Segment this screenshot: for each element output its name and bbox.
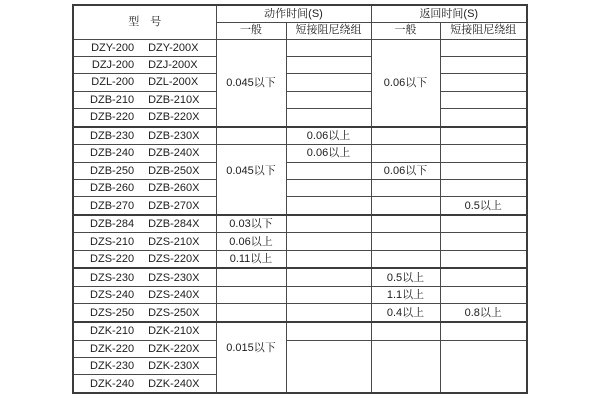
value-cell-return_general [371,197,440,215]
model-label: DZB-260X [148,182,200,195]
value-cell-return_shorted_damping [440,162,527,179]
table-body [73,39,527,393]
value-cell-return_general: 1.1以上 [371,287,440,304]
value-cell-action_shorted_damping [286,268,371,286]
value-cell-action_shorted_damping: 0.06以上 [286,145,371,162]
table-row [73,340,527,357]
model-label: DZJ-200 [91,59,135,72]
value-cell-return_general [371,250,440,268]
value-cell-return_shorted_damping: 0.5以上 [440,197,527,215]
table-row [73,145,527,162]
model-label: DZB-270 [90,199,135,212]
model-label: DZS-240X [148,289,200,302]
model-label: DZS-250X [148,306,200,319]
value-cell-action_shorted_damping [286,340,371,393]
value-cell-return_general [371,127,440,145]
relay-spec-table [72,4,528,394]
value-cell-action_shorted_damping [286,109,371,127]
value-cell-action_shorted_damping [286,304,371,322]
value-cell-return_general [371,322,440,340]
value-cell-return_shorted_damping [440,145,527,162]
col-header-model: 型 号 [73,5,216,39]
model-label: DZL-200X [148,76,199,89]
model-label: DZK-210 [90,325,135,338]
value-cell-action_shorted_damping [286,179,371,196]
col-header-return-shorted-damping: 短接阻尼绕组 [440,22,527,39]
value-cell-action_shorted_damping [286,250,371,268]
model-label: DZY-200X [148,41,199,54]
value-cell-action_shorted_damping [286,233,371,250]
table-row [73,287,527,304]
value-cell-return_general [371,233,440,250]
model-label: DZK-220X [148,342,200,355]
model-label: DZK-240X [148,377,200,390]
col-header-return-general: 一般 [371,22,440,39]
value-cell-return_shorted_damping [440,287,527,304]
table-row [73,56,527,73]
model-cell [73,74,216,91]
value-cell-return_shorted_damping [440,340,527,393]
value-cell-action_general [216,127,286,145]
value-cell-action_general: 0.06以上 [216,233,286,250]
model-cell [73,250,216,268]
table-row [73,179,527,196]
value-cell-return_shorted_damping [440,127,527,145]
model-cell [73,340,216,357]
value-cell-return_general [371,179,440,196]
value-cell-action_shorted_damping [286,91,371,108]
value-cell-return_shorted_damping [440,56,527,73]
value-cell-action_shorted_damping [286,162,371,179]
value-cell-return_shorted_damping [440,268,527,286]
value-cell-return_shorted_damping [440,233,527,250]
value-cell-return_shorted_damping [440,250,527,268]
value-cell-return_general [371,215,440,233]
model-label: DZB-284 [90,218,135,231]
table-row [73,109,527,127]
value-cell-action_shorted_damping: 0.06以上 [286,127,371,145]
table-row [73,127,527,145]
model-cell [73,322,216,340]
value-cell-return_general: 0.5以上 [371,268,440,286]
model-cell [73,357,216,374]
table-row [73,39,527,56]
header-row-1 [73,5,527,22]
value-cell-return_shorted_damping [440,74,527,91]
model-label: DZS-210 [90,235,135,248]
model-cell [73,56,216,73]
model-cell [73,215,216,233]
model-label: DZB-230X [148,129,200,142]
value-cell-return_general: 0.06以下 [371,39,440,127]
table-row [73,74,527,91]
model-label: DZK-220 [90,342,135,355]
value-cell-action_shorted_damping [286,197,371,215]
value-cell-return_shorted_damping [440,322,527,340]
model-cell [73,197,216,215]
col-header-action-general: 一般 [216,22,286,39]
table-row [73,215,527,233]
value-cell-return_shorted_damping [440,39,527,56]
table-header [73,5,527,39]
table-row [73,197,527,215]
model-label: DZS-210X [148,235,200,248]
model-label: DZL-200 [91,76,135,89]
value-cell-action_shorted_damping [286,74,371,91]
model-label: DZB-270X [148,199,200,212]
model-label: DZS-230X [148,271,200,284]
value-cell-action_shorted_damping [286,287,371,304]
value-cell-action_general: 0.045以下 [216,39,286,127]
value-cell-return_shorted_damping: 0.8以上 [440,304,527,322]
model-cell [73,162,216,179]
model-label: DZB-260 [90,182,135,195]
value-cell-return_shorted_damping [440,109,527,127]
model-cell [73,233,216,250]
value-cell-return_general: 0.06以下 [371,162,440,179]
value-cell-return_shorted_damping [440,91,527,108]
model-label: DZB-230 [90,129,135,142]
model-label: DZB-220 [90,111,135,124]
model-cell [73,39,216,56]
value-cell-action_general: 0.03以下 [216,215,286,233]
model-label: DZY-200 [91,41,135,54]
model-label: DZB-250X [148,164,200,177]
model-label: DZK-230 [90,360,135,373]
table-row [73,322,527,340]
model-label: DZK-230X [148,360,200,373]
model-label: DZB-210 [90,93,135,106]
col-header-return-time: 返回时间(S) [371,5,527,22]
table-row [73,250,527,268]
value-cell-action_general [216,304,286,322]
model-label: DZB-240X [148,147,200,160]
model-label: DZS-250 [90,306,135,319]
value-cell-return_shorted_damping [440,215,527,233]
value-cell-action_shorted_damping [286,39,371,56]
model-cell [73,91,216,108]
value-cell-action_general: 0.015以下 [216,322,286,393]
model-cell [73,145,216,162]
value-cell-action_general [216,287,286,304]
table-row [73,91,527,108]
table-row [73,268,527,286]
value-cell-action_shorted_damping [286,322,371,340]
model-label: DZK-240 [90,377,135,390]
model-label: DZB-240 [90,147,135,160]
model-label: DZB-220X [148,111,200,124]
model-cell [73,375,216,393]
table-row [73,233,527,250]
value-cell-action_general: 0.045以下 [216,145,286,215]
model-cell [73,179,216,196]
value-cell-action_general [216,268,286,286]
value-cell-action_shorted_damping [286,56,371,73]
value-cell-action_general: 0.11以上 [216,250,286,268]
col-header-action-time: 动作时间(S) [216,5,371,22]
table-row [73,162,527,179]
model-label: DZB-250 [90,164,135,177]
value-cell-return_general: 0.4以上 [371,304,440,322]
model-cell [73,304,216,322]
model-label: DZS-220X [148,253,200,266]
model-label: DZB-284X [148,218,200,231]
model-label: DZS-220 [90,253,135,266]
model-label: DZK-210X [148,325,200,338]
model-label: DZS-240 [90,289,135,302]
model-cell [73,127,216,145]
table-row [73,304,527,322]
model-label: DZB-210X [148,93,200,106]
model-cell [73,287,216,304]
model-cell [73,109,216,127]
value-cell-return_general [371,340,440,393]
model-label: DZS-230 [90,271,135,284]
value-cell-return_general [371,145,440,162]
value-cell-return_shorted_damping [440,179,527,196]
value-cell-action_shorted_damping [286,215,371,233]
model-cell [73,268,216,286]
col-header-action-shorted-damping: 短接阻尼绕组 [286,22,371,39]
model-label: DZJ-200X [148,59,198,72]
